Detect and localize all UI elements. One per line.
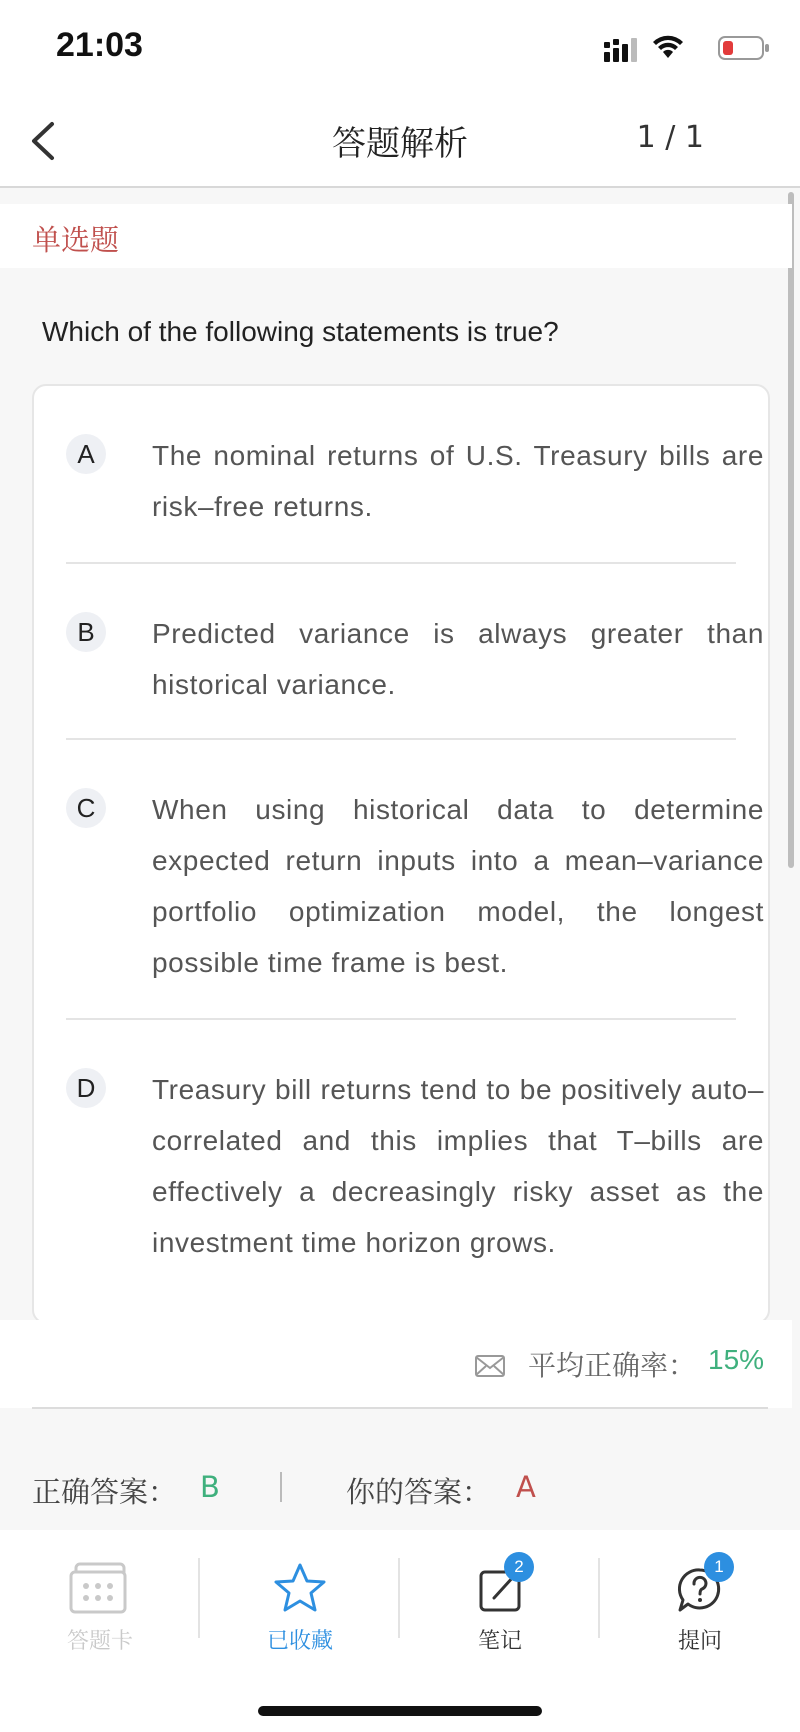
option-text: Predicted variance is always greater than historical variance. [152, 618, 764, 700]
notes-badge: 2 [504, 1552, 534, 1582]
wifi-icon [652, 34, 684, 60]
your-answer-label: 你的答案： [346, 1475, 492, 1509]
status-time: 21:03 [56, 26, 143, 64]
accuracy-value: 15% [708, 1344, 765, 1375]
tab-label: 提问 [677, 1629, 722, 1654]
options-card [32, 384, 770, 1324]
mail-icon[interactable] [474, 1352, 506, 1380]
option-letter: B [66, 612, 106, 652]
home-indicator[interactable] [258, 1706, 542, 1716]
option-a[interactable] [66, 434, 764, 544]
your-answer-value: A [516, 1470, 536, 1504]
tab-notes[interactable] [400, 1550, 600, 1660]
tab-label: 已收藏 [266, 1629, 333, 1654]
scroll-indicator[interactable] [788, 192, 794, 868]
option-divider [66, 562, 736, 564]
battery-icon [718, 36, 770, 60]
option-letter: C [66, 788, 106, 828]
page-counter: 1 / 1 [636, 120, 704, 155]
question-type-row [0, 204, 792, 268]
option-divider [66, 1018, 736, 1020]
option-text: Treasury bill returns tend to be positively auto–correlated and this implies that T–bills are effectively a decreasingly risky asset as the investment time horizon grows. [152, 1074, 764, 1258]
option-text: The nominal returns of U.S. Treasury bills are risk–free returns. [152, 440, 764, 522]
nav-bar [0, 96, 800, 188]
tab-favorited[interactable] [200, 1550, 400, 1660]
signal-icon [604, 38, 640, 62]
status-icons [570, 34, 770, 64]
questions-badge: 1 [704, 1552, 734, 1582]
page-title: 答题解析 [332, 124, 468, 164]
section-divider [32, 1407, 768, 1409]
accuracy-label: 平均正确率： [528, 1349, 697, 1382]
question-type-label: 单选题 [32, 223, 120, 257]
option-divider [66, 738, 736, 740]
option-text: When using historical data to determine expected return inputs into a mean–variance portfolio optimization model, the longest possible time frame is best. [152, 794, 764, 978]
option-d[interactable] [66, 1068, 764, 1278]
correct-answer-label: 正确答案： [32, 1475, 178, 1509]
option-letter: D [66, 1068, 106, 1108]
bottom-tab-bar [0, 1530, 800, 1732]
tab-label: 笔记 [477, 1629, 522, 1654]
answer-card-icon [68, 1562, 132, 1616]
status-bar [0, 0, 800, 96]
option-b[interactable] [66, 612, 764, 722]
correct-answer-value: B [200, 1470, 220, 1504]
answer-row [0, 1440, 792, 1530]
tab-label: 答题卡 [66, 1629, 133, 1654]
answer-separator [280, 1472, 282, 1502]
tab-ask-question[interactable] [600, 1550, 800, 1660]
accuracy-row [0, 1320, 792, 1408]
tab-answer-card[interactable] [0, 1550, 200, 1660]
question-text: Which of the following statements is true? [42, 316, 559, 347]
option-c[interactable] [66, 788, 764, 998]
option-letter: A [66, 434, 106, 474]
star-icon [268, 1562, 332, 1616]
